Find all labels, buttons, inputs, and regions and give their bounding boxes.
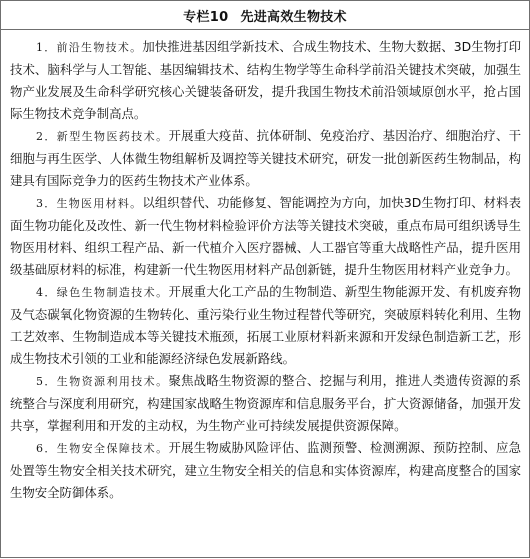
item-bioresource-utilization <box>10 370 521 437</box>
item-frontier-biotech <box>10 36 521 125</box>
item-heading: 1．前沿生物技术。 <box>36 41 143 54</box>
column-label: 专栏10 <box>183 9 229 25</box>
column-title-row <box>1 1 529 30</box>
item-biosecurity <box>10 437 521 504</box>
item-body: 以组织替代、功能修复、智能调控为方向，加快3D生物打印、材料表面生物功能化及改性、新一代生物材料检验评价方法等关键技术突破，重点布局可组织诱导生物医用材料、组织工程产品、新一代植介入医疗器械、人工器官等重大战略性产品，提升医用级基础原材料的标准，构建新一代生物医用材料产品创新链，提升生物医用材料产业竞争力。 <box>10 195 521 277</box>
item-heading: 4．绿色生物制造技术。 <box>36 286 169 299</box>
item-biomedical-materials <box>10 192 521 281</box>
item-heading: 6．生物安全保障技术。 <box>36 442 169 455</box>
item-heading: 2．新型生物医药技术。 <box>36 130 169 143</box>
item-heading: 5．生物资源利用技术。 <box>36 375 169 388</box>
column-title: 先进高效生物技术 <box>240 9 347 25</box>
item-body: 开展重大化工产品的生物制造、新型生物能源开发、有机废弃物及气态碳氧化物资源的生物转化、重污染行业生物过程替代等研究，突破原料转化利用、生物工艺效率、生物制造成本等关键技术瓶颈，拓展工业原材料新来源和开发绿色制造新工艺，形成生物技术引领的工业和能源经济绿色发展新路线。 <box>10 284 522 366</box>
item-body: 开展重大疫苗、抗体研制、免疫治疗、基因治疗、细胞治疗、干细胞与再生医学、人体微生物组解析及调控等关键技术研究，研发一批创新医药生物制品，构建具有国际竞争力的医药生物技术产业体系。 <box>10 128 522 188</box>
column-content <box>1 30 529 504</box>
item-heading: 3．生物医用材料。 <box>36 197 143 210</box>
item-body: 加快推进基因组学新技术、合成生物技术、生物大数据、3D生物打印技术、脑科学与人工智能、基因编辑技术、结构生物学等生命科学前沿关键技术突破，加强生物产业发展及生命科学研究核心关键装备研发，提升我国生物技术前沿领域原创水平，抢占国际生物技术竞争制高点。 <box>10 39 521 121</box>
item-body: 聚焦战略生物资源的整合、挖掘与利用，推进人类遗传资源的系统整合与深度利用研究，构建国家战略生物资源库和信息服务平台，扩大资源储备，加强开发共享，掌握利用和开发的主动权，为生物产业可持续发展提供资源保障。 <box>10 373 522 433</box>
item-body: 开展生物威胁风险评估、监测预警、检测溯源、预防控制、应急处置等生物安全相关技术研究，建立生物安全相关的信息和实体资源库，构建高度整合的国家生物安全防御体系。 <box>10 440 522 500</box>
item-new-biomedicine <box>10 125 521 192</box>
item-green-biomanufacturing <box>10 281 521 370</box>
